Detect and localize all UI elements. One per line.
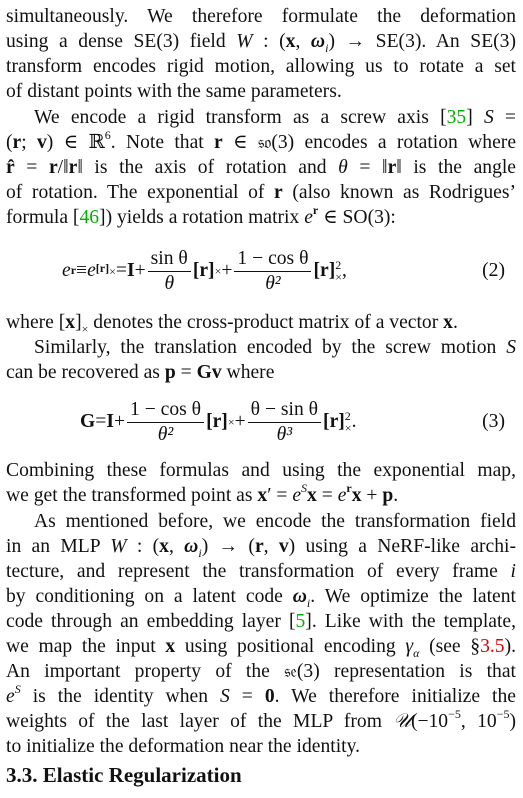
text-line: r̂ = r/‖r‖ is the axis of rotation and θ = ‖r‖ is the angle — [6, 157, 517, 178]
equation-3 — [0, 392, 523, 452]
text-line: simultaneously. We therefore formulate the deformation — [6, 6, 516, 27]
text-line: of rotation. The exponential of r (also known as Rodrigues’ — [6, 182, 516, 203]
text-line: where $[x]_\times$ denotes the cross-product matrix of a vector x. — [6, 312, 458, 336]
text-line: by conditioning on a latent code $\omega_i$. We optimize the latent — [6, 586, 516, 610]
equation-body: e $^r$ ≡ e $^{[r]_\times}$ = I + $\frac{\text{sin θ}}{\theta}$ [r] × + $\frac{\text{1 − cos θ}}{\text{θ²}}$ [r] 2 × , — [62, 247, 347, 294]
fraction: $\frac{\text{1 − cos θ}}{\text{θ²}}$ — [234, 247, 311, 296]
text-line: formula [46]) yields a rotation matrix $e^r$ ∈ SO(3): — [6, 203, 396, 228]
text-line: in an MLP W : (x, $\omega_i) \to (r$, v) using a NeRF-like archi- — [6, 536, 516, 560]
fraction: $\frac{\text{sin θ}}{\theta}$ — [148, 247, 191, 296]
equation-number: (2) — [482, 260, 505, 281]
text-line: An important property of the 𝔰𝔢(3) representation is that — [6, 661, 516, 682]
text-line: Combining these formulas and using the exponential map, — [6, 460, 516, 481]
text-line: can be recovered as p = Gv where — [6, 362, 275, 383]
section-heading: 3.3. Elastic Regularization — [6, 763, 242, 787]
text-line: code through an embedding layer [5]. Like with the template, — [6, 611, 517, 632]
fraction: $\frac{\text{1 − cos θ}}{\text{θ²}}$ — [127, 398, 204, 447]
text-line: We encode a rigid transform as a screw axis [35] S = — [34, 107, 516, 128]
text-line: using a dense SE(3) field W : (x, $\omega_i) \to SE(3)$. An SE(3) — [6, 31, 517, 55]
text-line: weights of the last layer of the MLP from $𝒰(-10^{-5}$, $10^{-5}$) — [6, 707, 517, 732]
citation-link[interactable]: 35 — [446, 107, 467, 128]
citation-link[interactable]: 5 — [295, 611, 306, 632]
text-line: of distant points with the same parameters. — [6, 81, 342, 102]
equation-2 — [0, 241, 523, 301]
fraction: $\frac{\text{θ − sin θ}}{\text{θ³}}$ — [248, 398, 321, 447]
text-line: to initialize the deformation near the identity. — [6, 736, 361, 757]
text-line: tecture, and represent the transformation of every frame i — [6, 561, 516, 582]
text-line: we map the input x using positional encoding $\gamma_\alpha$ (see §3.5). — [6, 636, 516, 660]
text-line: we get the transformed point as $x' = e^Sx = e^rx + p$. — [6, 481, 399, 506]
text-line: (r; v) ∈ ℝ$^6$. Note that r ∈ 𝔰𝔬(3) encodes a rotation where — [6, 128, 517, 153]
text-line: $e^S$ is the identity when S = 0. We therefore initialize the — [6, 682, 516, 707]
text-line: Similarly, the translation encoded by the screw motion S — [34, 337, 516, 358]
section-link[interactable]: 3.5 — [480, 636, 505, 657]
equation-body: G = I + $\frac{\text{1 − cos θ}}{\text{θ²}}$ [r] × + $\frac{\text{θ − sin θ}}{\text{θ³}}$ [r] 2 × . — [80, 398, 357, 445]
text-line: transform encodes rigid motion, allowing us to rotate a set — [6, 56, 516, 77]
citation-link[interactable]: 46 — [79, 207, 100, 228]
text-line: As mentioned before, we encode the transformation field — [34, 511, 516, 532]
equation-number: (3) — [482, 411, 505, 432]
